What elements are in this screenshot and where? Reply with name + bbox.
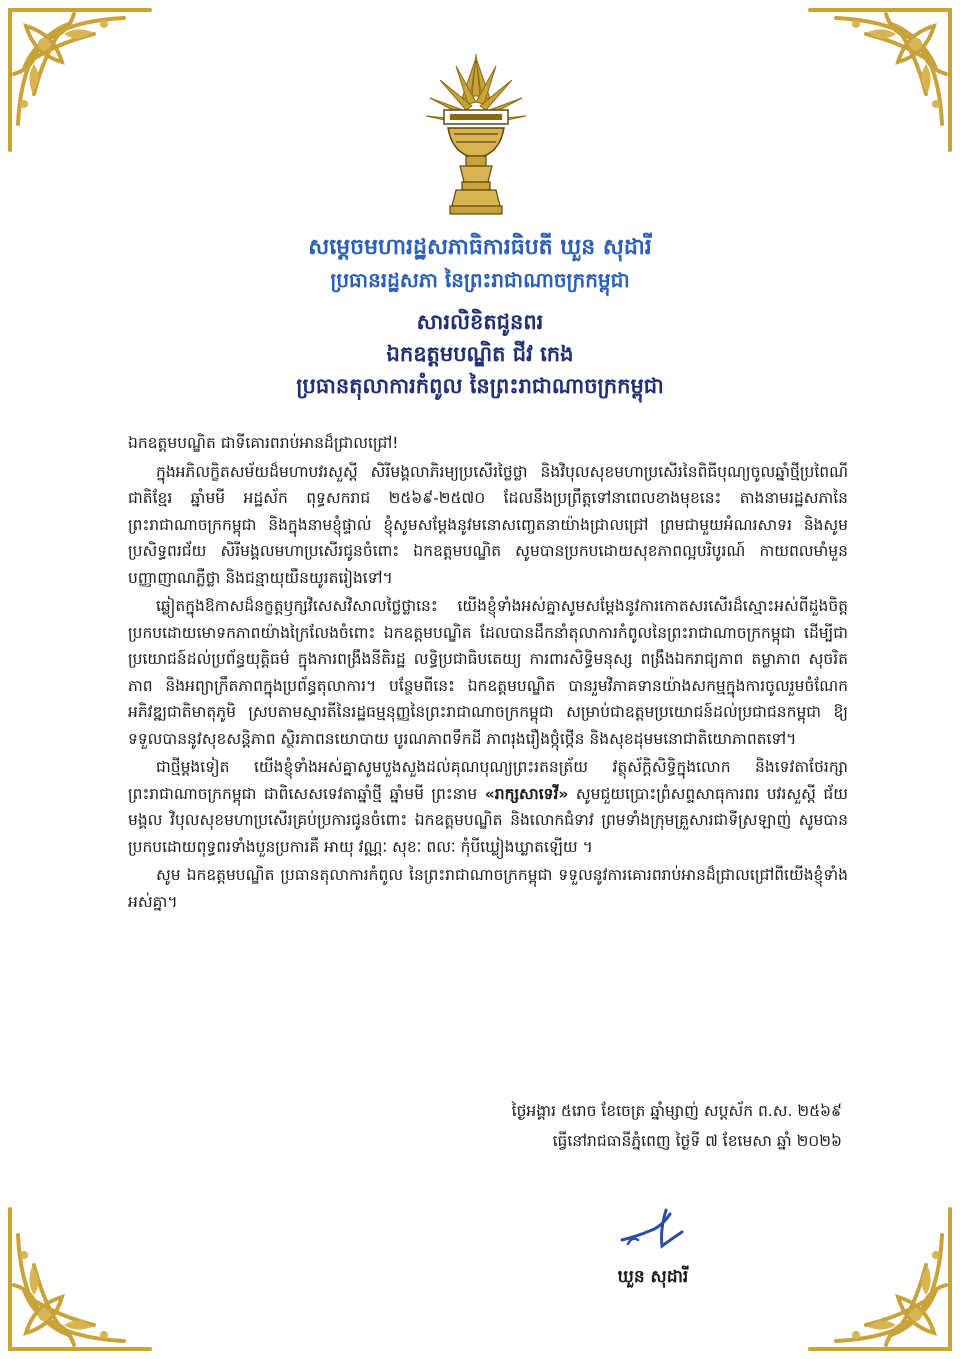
corner-ornament-top-left [4,4,154,154]
paragraph-3-text-start: ជាថ្មីម្តងទៀត យើងខ្ញុំទាំងអស់គ្នាសូមបួងសួងដល់គុណបុណ្យព្រះរតនត្រ័យ វត្ថុស័ក្តិសិទ្ធិក្នុងលោក និងទេវតាថែរក្សាព្រះរាជាណាចក្រកម្ពុជា ជាពិសេសទេវតាឆ្នាំថ្មី ឆ្នាំមមី ព្រះនាម [128,758,848,803]
lunar-date: ថ្ងៃអង្គារ ៥រោច ខែចេត្រ ឆ្នាំម្សាញ់ សប្តស័ក ព.ស. ២៥៦៩ [511,1102,842,1120]
paragraph-4: សូម ឯកឧត្តមបណ្ឌិត ប្រធានតុលាការកំពូល នៃព្រះរាជាណាចក្រកម្ពុជា ទទួលនូវការគោរពរាប់អានដ៏ជ្រាលជ្រៅពីយើងខ្ញុំទាំងអស់គ្នា។ [128,866,848,911]
salutation: ឯកឧត្តមបណ្ឌិត ជាទីគោរពរាប់អានដ៏ជ្រាលជ្រៅ! [128,434,399,452]
recipient-role: ប្រធានតុលាការកំពូល នៃព្រះរាជាណាចក្រកម្ពុជា [296,374,664,398]
corner-ornament-bottom-left [4,1205,154,1355]
letter-body [128,430,848,917]
sender-role: ប្រធានរដ្ឋសភា នៃព្រះរាជាណាចក្រកម្ពុជា [330,268,630,292]
signer-name: ឃួន សុដារី [617,1267,689,1287]
paragraph-1: ក្នុងអភិលក្ខិតសម័យដ៏មហាបវរសួស្តី សិរីមង្គលាភិរម្យប្រសើរថ្លៃថ្លា និងវិបុលសុខមហាប្រសើរនៃពិធីបុណ្យចូលឆ្នាំថ្មីប្រពៃណីជាតិខ្មែរ ឆ្នាំមមី អដ្ឋស័ក ពុទ្ធសករាជ ២៥៦៩-២៥៧០ ដែលនឹងប្រព្រឹត្តទៅនាពេលខាងមុខនេះ តាងនាមរដ្ឋសភានៃព្រះរាជាណាចក្រកម្ពុជា និងក្នុងនាមខ្ញុំផ្ទាល់ ខ្ញុំសូមសម្តែងនូវមនោសញ្ចេតនាយ៉ាងជ្រាលជ្រៅ ព្រមជាមួយអំណរសាទរ និងសូមប្រសិទ្ធពរជ័យ សិរីមង្គលមហាប្រសើរជូនចំពោះ ឯកឧត្តមបណ្ឌិត សូមបានប្រកបដោយសុខភាពល្អបរិបូរណ៍ កាយពលមាំមួន បញ្ញាញាណភ្លឺថ្លា និងជន្មាយុយឺនយូរតរៀងទៅ។ [128,462,848,587]
corner-ornament-bottom-right [806,1205,956,1355]
national-assembly-emblem-icon [420,50,532,220]
handwritten-signature [608,1200,698,1260]
date-block [512,1096,842,1156]
recipient-name: ឯកឧត្តមបណ្ឌិត ជីវ កេង [386,342,574,366]
sender-name: សម្តេចមហារដ្ឋសភាធិការធិបតី ឃួន សុដារី [308,235,652,260]
paragraph-3-text-end: សូមជួយប្រោះព្រំសព្ទសាធុការពរ បវរសួស្តី ជ័យមង្គល វិបុលសុខមហាប្រសើរគ្រប់ប្រការជូនចំពោះ ឯកឧត្តមបណ្ឌិត និងលោកជំទាវ ព្រមទាំងក្រុមគ្រួសារជាទីស្រឡាញ់ សូមបានប្រកបដោយពុទ្ធពរទាំងបួនប្រការគឺ អាយុ វណ្ណៈ សុខៈ ពលៈ កុំបីឃ្លៀងឃ្លាតឡើយ ។ [128,784,848,856]
solar-date: ធ្វើនៅរាជធានីភ្នំពេញ ថ្ងៃទី ៧ ខែមេសា ឆ្នាំ ២០២៦ [552,1132,842,1150]
new-year-angel-name: «រាក្សសាទេវី» [484,784,569,803]
letter-title: សារលិខិតជូនពរ [416,310,544,334]
corner-ornament-top-right [806,4,956,154]
paragraph-2: ឆ្លៀតក្នុងឱកាសដ៏នក្ខត្តឫក្សវិសេសវិសាលថ្លៃថ្លានេះ យើងខ្ញុំទាំងអស់គ្នាសូមសម្តែងនូវការកោតសរសើរដ៏ស្មោះអស់ពីដួងចិត្តប្រកបដោយមោទកភាពយ៉ាងក្រៃលែងចំពោះ ឯកឧត្តមបណ្ឌិត ដែលបានដឹកនាំតុលាការកំពូលនៃព្រះរាជាណាចក្រកម្ពុជា ដើម្បីជាប្រយោជន៍ដល់ប្រព័ន្ធយុត្តិធម៌ ក្នុងការពង្រឹងនីតិរដ្ឋ លទ្ធិប្រជាធិបតេយ្យ ការពារសិទ្ធិមនុស្ស ពង្រឹងឯករាជ្យភាព តម្លាភាព សុចរិតភាព និងអព្យាក្រឹតភាពក្នុងប្រព័ន្ធតុលាការ។ បន្ថែមពីនេះ ឯកឧត្តមបណ្ឌិត បានរួមវិភាគទានយ៉ាងសកម្មក្នុងការចូលរួមចំណែកអភិវឌ្ឍជាតិមាតុភូមិ ស្របតាមស្មារតីនៃរដ្ឋធម្មនុញ្ញនៃព្រះរាជាណាចក្រកម្ពុជា សម្រាប់ជាឧត្តមប្រយោជន៍ដល់ប្រជាជនកម្ពុជា ឱ្យទទួលបាននូវសុខសន្តិភាព ស្ថិរភាពនយោបាយ បូរណភាពទឹកដី ភាពរុងរឿងថ្កុំថ្កើន និងសុខដុមមនោជាតិយោភាពតទៅ។ [128,597,848,748]
letter-header [0,232,960,402]
paragraph-3 [128,754,848,860]
